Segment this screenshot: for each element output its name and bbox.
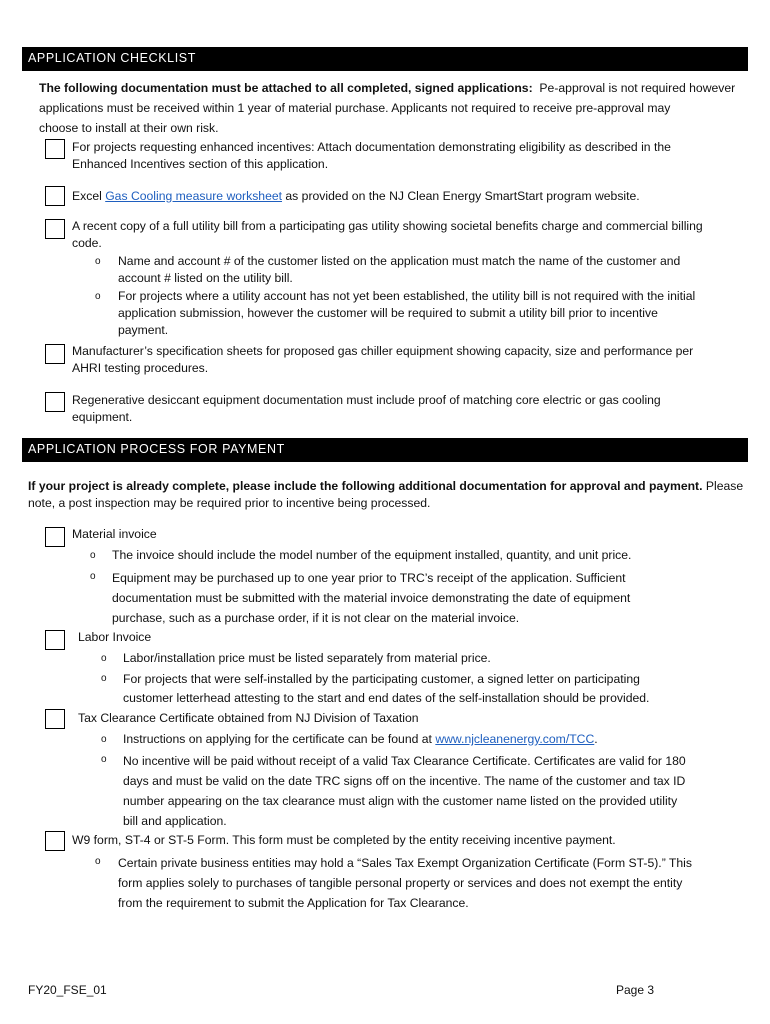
checkbox-tax-clearance[interactable]	[45, 709, 65, 729]
sub-line: Certain private business entities may hold a “Sales Tax Exempt Organization Certificate (Form ST-5).” This	[118, 856, 692, 870]
checkbox-material-invoice[interactable]	[45, 527, 65, 547]
bullet: o	[101, 673, 107, 684]
checklist-item-enhanced-incentives	[72, 139, 752, 173]
bullet: o	[95, 291, 101, 302]
sub-line: payment.	[118, 323, 169, 337]
material-invoice-label: Material invoice	[72, 527, 157, 541]
bullet: o	[90, 550, 96, 561]
sub-line: number appearing on the tax clearance must align with the customer name listed on the provided utility	[123, 794, 678, 808]
bullet: o	[95, 856, 101, 867]
gas-cooling-worksheet-link[interactable]: Gas Cooling measure worksheet	[105, 189, 283, 203]
sub-line: customer letterhead attesting to the start and end dates of the self-installation should be provided.	[123, 691, 650, 705]
tax-sub1-post: .	[594, 732, 598, 746]
tax-clearance-label: Tax Clearance Certificate obtained from NJ Division of Taxation	[78, 711, 419, 725]
sub-line: application submission, however the customer will be required to submit a utility bill prior to incentive	[118, 306, 658, 320]
bullet: o	[90, 571, 96, 582]
sub-line: Name and account # of the customer listed on the application must match the name of the customer and	[118, 254, 681, 268]
item3-line2: code.	[72, 236, 102, 250]
item1-line2: Enhanced Incentives section of this application.	[72, 157, 329, 171]
utility-bill-sub1	[118, 253, 738, 287]
sub-line: account # listed on the utility bill.	[118, 271, 293, 285]
payment-intro-line2: note, a post inspection may be required prior to incentive being processed.	[28, 496, 431, 510]
invoice-sub1: The invoice should include the model number of the equipment installed, quantity, and unit price.	[112, 548, 632, 562]
footer-form-code: FY20_FSE_01	[28, 983, 107, 997]
item3-line1: A recent copy of a full utility bill from a participating gas utility showing societal benefits charge and commercial billing	[72, 219, 703, 233]
checklist-header: APPLICATION CHECKLIST	[22, 47, 748, 71]
tcc-link[interactable]: www.njcleanenergy.com/TCC	[435, 732, 595, 746]
checklist-intro-rest: Pe-approval is not required however	[539, 81, 736, 95]
bullet: o	[101, 734, 107, 745]
bullet: o	[101, 754, 107, 765]
item5-line2: equipment.	[72, 410, 133, 424]
w9-form-label: W9 form, ST-4 or ST-5 Form. This form must be completed by the entity receiving incentive payment.	[72, 833, 616, 847]
payment-intro-rest: Please	[705, 479, 744, 493]
invoice-sub2	[112, 568, 742, 628]
sub-line: purchase, such as a purchase order, if it is not clear on the material invoice.	[112, 611, 520, 625]
utility-bill-sub2	[118, 288, 743, 339]
checkbox-labor-invoice[interactable]	[45, 630, 65, 650]
sub-line: For projects that were self-installed by the participating customer, a signed letter on participating	[123, 672, 640, 686]
sub-line: No incentive will be paid without receipt of a valid Tax Clearance Certificate. Certificates are valid for 180	[123, 754, 686, 768]
tax-sub1	[123, 731, 743, 748]
checklist-intro-bold: The following documentation must be attached to all completed, signed applications:	[39, 81, 533, 95]
sub-line: Equipment may be purchased up to one year prior to TRC’s receipt of the application. Sufficient	[112, 571, 626, 585]
checkbox-desiccant-equipment[interactable]	[45, 392, 65, 412]
tax-sub1-pre: Instructions on applying for the certificate can be found at	[123, 732, 432, 746]
sub-line: bill and application.	[123, 814, 227, 828]
sub-line: documentation must be submitted with the material invoice demonstrating the date of equipment	[112, 591, 631, 605]
checklist-intro-line2: applications must be received within 1 year of material purchase. Applicants not required to receive pre-approval may	[39, 101, 671, 115]
item4-line1: Manufacturer’s specification sheets for proposed gas chiller equipment showing capacity, size and performance per	[72, 344, 694, 358]
item2-post: as provided on the NJ Clean Energy SmartStart program website.	[285, 189, 640, 203]
item5-line1: Regenerative desiccant equipment documentation must include proof of matching core electric or gas cooling	[72, 393, 661, 407]
checkbox-manufacturer-specs[interactable]	[45, 344, 65, 364]
payment-intro-bold: If your project is already complete, please include the following additional documentation for approval and payment.	[28, 479, 703, 493]
labor-sub1: Labor/installation price must be listed separately from material price.	[123, 651, 491, 665]
checklist-intro-line3: choose to install at their own risk.	[39, 121, 219, 135]
checkbox-gas-cooling-worksheet[interactable]	[45, 186, 65, 206]
item4-line2: AHRI testing procedures.	[72, 361, 209, 375]
item2-pre: Excel	[72, 189, 102, 203]
checkbox-enhanced-incentives[interactable]	[45, 139, 65, 159]
checklist-item-gas-cooling-worksheet	[72, 188, 752, 205]
sub-line: For projects where a utility account has not yet been established, the utility bill is not required with the initial	[118, 289, 696, 303]
checklist-item-manufacturer-specs	[72, 343, 752, 377]
bullet: o	[95, 256, 101, 267]
checklist-intro	[39, 80, 739, 137]
bullet: o	[101, 653, 107, 664]
payment-header: APPLICATION PROCESS FOR PAYMENT	[22, 438, 748, 462]
checkbox-utility-bill[interactable]	[45, 219, 65, 239]
checklist-item-utility-bill	[72, 218, 752, 252]
labor-sub2	[123, 670, 743, 708]
payment-intro	[28, 478, 746, 512]
checkbox-w9-form[interactable]	[45, 831, 65, 851]
checklist-item-desiccant-equipment	[72, 392, 752, 426]
sub-line: form applies solely to purchases of tangible personal property or services and does not exempt the entity	[118, 876, 683, 890]
sub-line: days and must be valid on the date TRC signs off on the incentive. The name of the customer and tax ID	[123, 774, 686, 788]
item1-line1: For projects requesting enhanced incentives: Attach documentation demonstrating eligibility as described in the	[72, 140, 671, 154]
tax-sub2	[123, 751, 745, 831]
footer-page-number: Page 3	[616, 983, 655, 997]
labor-invoice-label: Labor Invoice	[78, 630, 152, 644]
w9-sub1	[118, 853, 748, 913]
sub-line: from the requirement to submit the Application for Tax Clearance.	[118, 896, 469, 910]
